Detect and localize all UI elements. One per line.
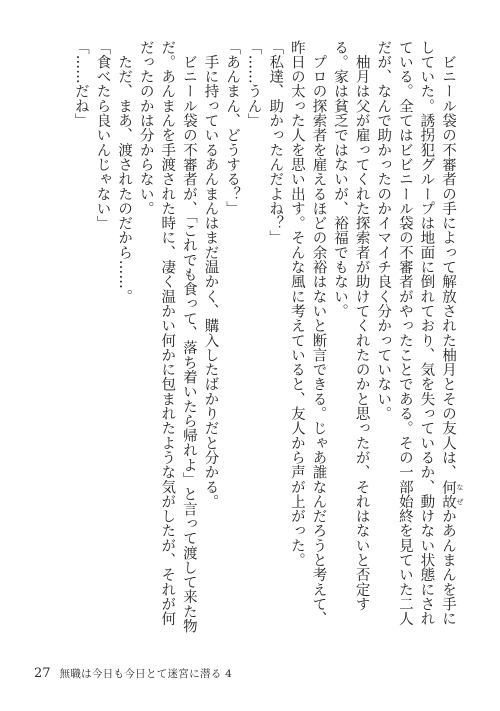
dialogue-line-1: 「私達、助かったんだよね？」 (267, 40, 284, 246)
vertical-body-text (24, 40, 464, 640)
paragraph-4: プロの探索者を雇えるほどの余裕はないと断言できる。じゃあ誰なんだろうと考えて、昨日の太った人を思い出す。そんな風に考えていると、友人から声が上がった。 (288, 40, 327, 626)
dialogue-line-4: 「食べたら良いんじゃない」 (94, 40, 111, 231)
paragraph-1-start: ビニール袋の不審者の手によって解放された柚月とその友人は、 (440, 40, 456, 480)
page-number: 27 (34, 666, 51, 681)
paragraph-1-continued: かあんまん (440, 508, 456, 583)
paragraph-1 (372, 40, 464, 640)
furigana-naze: 何故 なぜ (440, 479, 464, 509)
paragraph-7: ただ、まあ、渡されたのだから……。 (116, 40, 133, 304)
dialogue-line-3: 「あんまん、どうする？」 (224, 40, 241, 216)
paragraph-3: 柚月は父が雇ってくれた探索者が助けてくれたのかと思ったが、それはないと否定する。家は貧乏ではないが、裕福でもない。 (332, 40, 370, 612)
paragraph-6: ビニール袋の不審者が、「これでも食って、落ち着いたら帰れよ」と言って渡して来た物だ。あんまんを手渡された時に、凄く温かい何かに包まれたような気がしたが、それが何だったのかは分からない。 (137, 40, 197, 634)
paragraph-2: ビニール袋の不審者がやったことである。その一部始終を見ていた二人だが、なんで助かったのかイマイチ良く分かっていない。 (375, 40, 413, 627)
dialogue-line-5: 「……だね」 (72, 40, 89, 128)
dialogue-line-2: 「……うん」 (245, 40, 262, 128)
paragraph-5: 手に持っているあんまんはまだ温かく、購入したばかりだと分かる。 (202, 40, 219, 509)
running-title: 無職は今日も今日とて迷宮に潜る 4 (59, 668, 233, 680)
paragraph-1-end: を手にしていた。誘拐犯グループは地面に倒れており、気を失っているか、動けない状態にされている。全てはビ (396, 40, 456, 627)
page-footer (34, 662, 232, 681)
